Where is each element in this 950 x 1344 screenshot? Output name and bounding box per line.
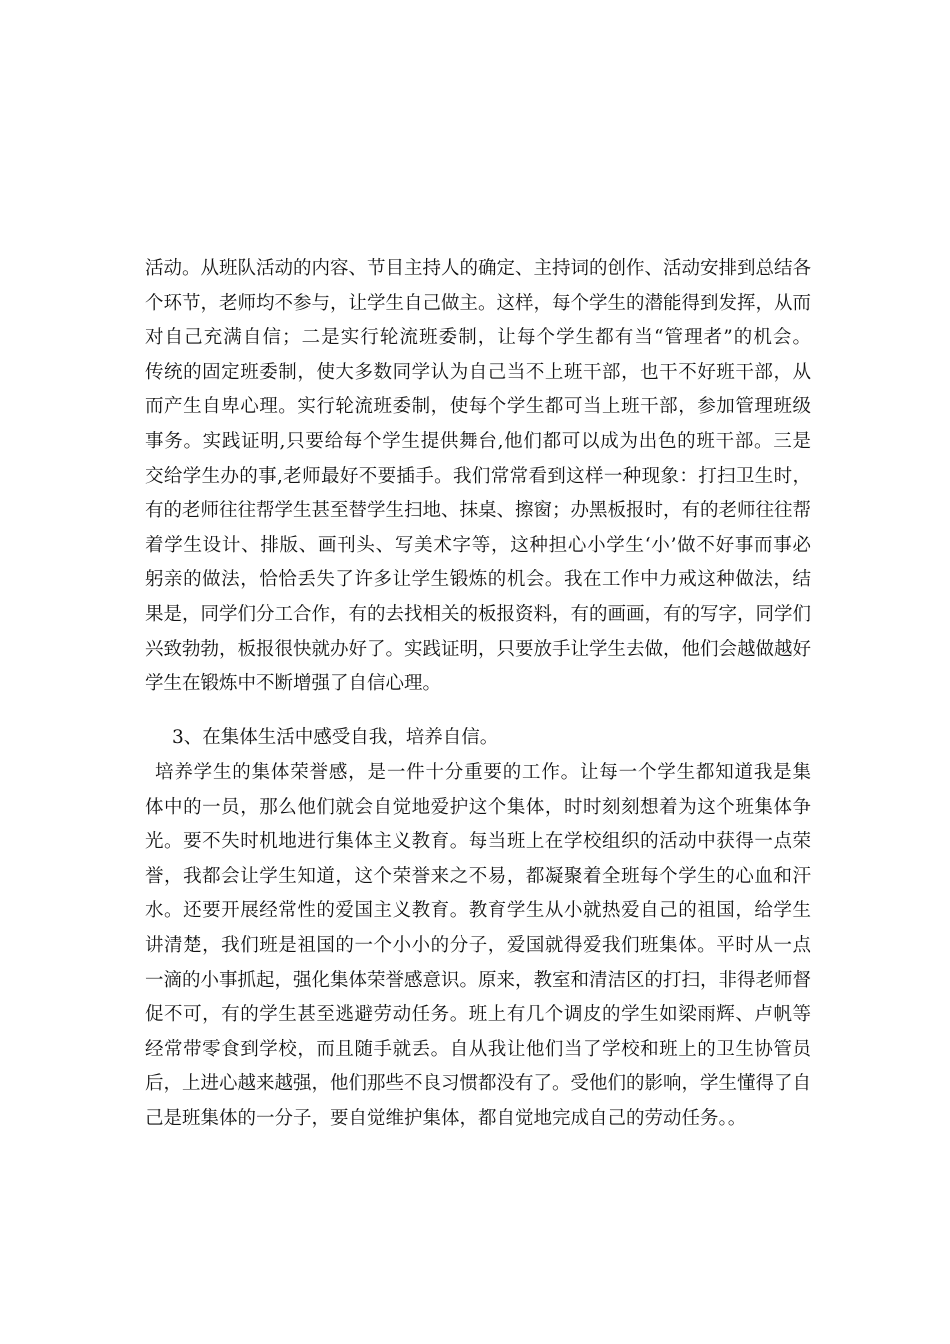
paragraph-line: 果是，同学们分工合作，有的去找相关的板报资料，有的画画，有的写字，同学们 [145, 603, 812, 625]
paragraph-line: 经常带零食到学校，而且随手就丢。自从我让他们当了学校和班上的卫生协管员 [145, 1038, 811, 1060]
section-heading: 3、在集体生活中感受自我，培养自信。 [172, 727, 499, 748]
paragraph-line: 着学生设计、排版、画刊头、写美术字等，这种担心小学生‘小’做不好事而事必 [145, 534, 811, 556]
paragraph-line: 己是班集体的一分子，要自觉维护集体，都自觉地完成自己的劳动任务。。 [145, 1107, 747, 1129]
paragraph-line: 一滴的小事抓起，强化集体荣誉感意识。原来，教室和清洁区的打扫，非得老师督 [145, 969, 812, 991]
paragraph-line: 躬亲的做法，恰恰丢失了许多让学生锻炼的机会。我在工作中力戒这种做法，结 [145, 569, 811, 591]
paragraph-1 [145, 252, 811, 702]
paragraph-line: 培养学生的集体荣誉感，是一件十分重要的工作。让每一个学生都知道我是集 [155, 762, 811, 783]
paragraph-line: 交给学生办的事,老师最好不要插手。我们常常看到这样一种现象：打扫卫生时， [145, 465, 811, 487]
paragraph-line: 光。要不失时机地进行集体主义教育。每当班上在学校组织的活动中获得一点荣 [145, 831, 811, 853]
paragraph-line: 后，上进心越来越强，他们那些不良习惯都没有了。受他们的影响，学生懂得了自 [145, 1073, 812, 1095]
paragraph-line: 活动。从班队活动的内容、节目主持人的确定、主持词的创作、活动安排到总结各 [145, 258, 812, 279]
paragraph-line: 个环节，老师均不参与，让学生自己做主。这样，每个学生的潜能得到发挥，从而 [145, 292, 812, 314]
paragraph-line: 讲清楚，我们班是祖国的一个小小的分子，爱国就得爱我们班集体。平时从一点 [145, 934, 811, 956]
paragraph-line: 对自己充满自信；二是实行轮流班委制，让每个学生都有当“管理者”的机会。 [145, 327, 811, 349]
paragraph-line: 传统的固定班委制，使大多数同学认为自己当不上班干部，也干不好班干部，从 [145, 361, 811, 383]
paragraph-line: 水。还要开展经常性的爱国主义教育。教育学生从小就热爱自己的祖国，给学生 [145, 900, 811, 922]
paragraph-line: 而产生自卑心理。实行轮流班委制，使每个学生都可当上班干部，参加管理班级 [145, 396, 811, 418]
paragraph-line: 有的老师往往帮学生甚至替学生扫地、抹桌、擦窗；办黑板报时，有的老师往往帮 [145, 500, 812, 522]
paragraph-line: 学生在锻炼中不断增强了自信心理。 [145, 673, 442, 695]
paragraph-line: 事务。实践证明,只要给每个学生提供舞台,他们都可以成为出色的班干部。三是 [145, 430, 811, 452]
paragraph-2 [145, 756, 811, 1137]
paragraph-line: 体中的一员，那么他们就会自觉地爱护这个集体，时时刻刻想着为这个班集体争 [145, 796, 811, 818]
paragraph-line: 促不可，有的学生甚至逃避劳动任务。班上有几个调皮的学生如梁雨辉、卢帆等 [145, 1004, 811, 1026]
paragraph-line: 兴致勃勃，板报很快就办好了。实践证明，只要放手让学生去做，他们会越做越好 [145, 638, 812, 660]
paragraph-line: 誉，我都会让学生知道，这个荣誉来之不易，都凝聚着全班每个学生的心血和汗 [145, 865, 811, 887]
